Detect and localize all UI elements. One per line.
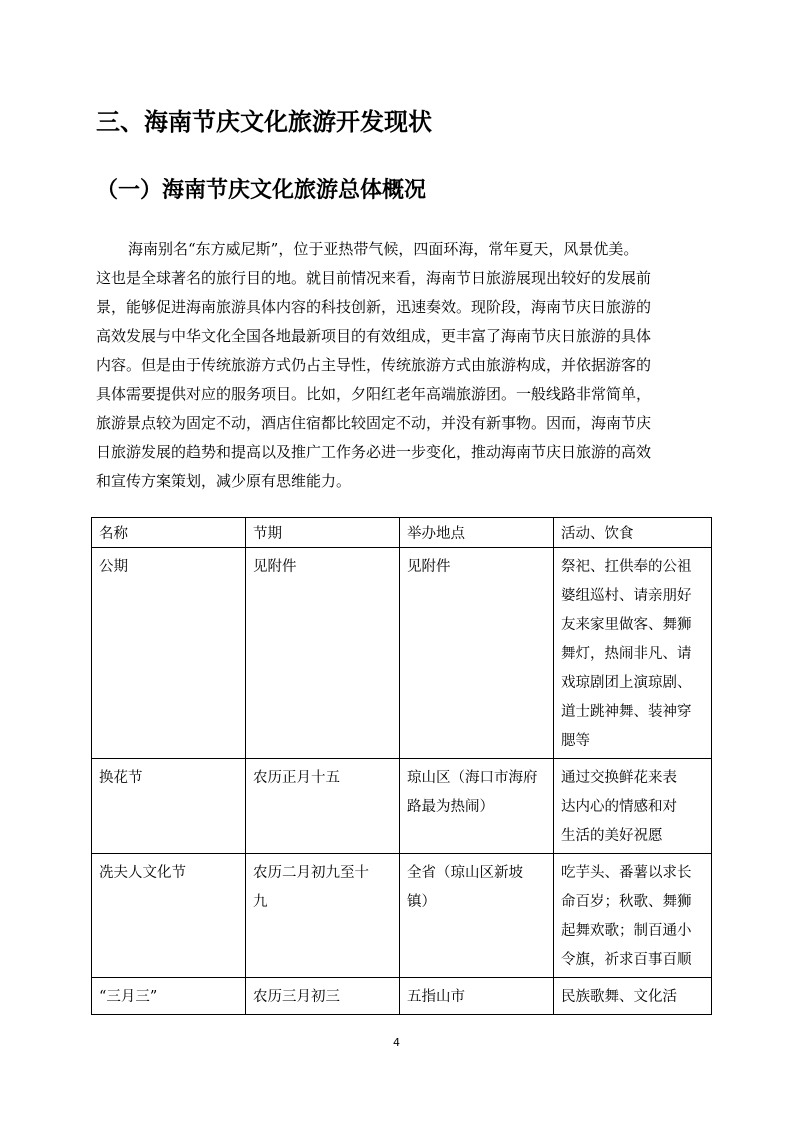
cell-line: 道士跳神舞、装神穿	[561, 704, 692, 720]
cell-line: 农历三月初三	[253, 989, 340, 1005]
cell-line: 祭祀、扛供奉的公祖	[561, 559, 692, 575]
cell-line: 舞灯，热闹非凡、请	[561, 646, 692, 662]
festival-period	[246, 759, 400, 854]
cell-line: 见附件	[407, 559, 451, 575]
cell-line: 通过交换鲜花来表	[561, 770, 677, 786]
paragraph-line: 景，能够促进海南旅游具体内容的科技创新，迅速奏效。现阶段，海南节庆日旅游的	[96, 298, 652, 316]
table-row	[92, 548, 712, 759]
cell-line: 吃芋头、番薯以求长	[561, 865, 692, 881]
cell-line: 婆组巡村、请亲朋好	[561, 588, 692, 604]
header-location: 举办地点	[400, 518, 554, 548]
cell-line: 五指山市	[407, 989, 465, 1005]
paragraph-line: 日旅游发展的趋势和提高以及推广工作务必进一步变化，推动海南节庆日旅游的高效	[96, 443, 652, 461]
cell-line: 腮等	[561, 733, 590, 749]
paragraph-line: 内容。但是由于传统旅游方式仍占主导性，传统旅游方式由旅游构成，并依据游客的	[96, 356, 652, 374]
cell-line: 命百岁；秋歌、舞狮	[561, 894, 692, 910]
paragraph-line: 具体需要提供对应的服务项目。比如，夕阳红老年高端旅游团。一般线路非常简单，	[96, 385, 652, 403]
cell-line: 友来家里做客、舞狮	[561, 617, 692, 633]
festival-name: 换花节	[92, 759, 246, 854]
subsection-heading: （一）海南节庆文化旅游总体概况	[96, 178, 427, 203]
cell-line: 镇）	[407, 894, 436, 910]
header-name: 名称	[92, 518, 246, 548]
table-row	[92, 759, 712, 854]
cell-line: 全省（琼山区新坡	[407, 865, 523, 881]
festival-activities	[554, 548, 712, 759]
festival-name: “三月三”	[92, 978, 246, 1015]
cell-line: 农历正月十五	[253, 770, 340, 786]
festival-table	[91, 517, 712, 1015]
paragraph-line: 和宣传方案策划，减少原有思维能力。	[96, 472, 352, 490]
cell-line: 起舞欢歌；制百通小	[561, 923, 692, 939]
cell-line: 戏琼剧团上演琼剧、	[561, 675, 692, 691]
header-period: 节期	[246, 518, 400, 548]
paragraph-line: 这也是全球著名的旅行目的地。就目前情况来看，海南节日旅游展现出较好的发展前	[96, 269, 652, 287]
cell-line: 琼山区（海口市海府	[407, 770, 538, 786]
festival-location	[400, 759, 554, 854]
festival-activities	[554, 978, 712, 1015]
festival-location	[400, 854, 554, 978]
festival-period	[246, 854, 400, 978]
paragraph-line: 旅游景点较为固定不动，酒店住宿都比较固定不动，并没有新事物。因而，海南节庆	[96, 414, 652, 432]
page-number: 4	[393, 1036, 400, 1049]
cell-line: 令旗，祈求百事百顺	[561, 952, 692, 968]
festival-period	[246, 978, 400, 1015]
cell-line: 达内心的情感和对	[561, 799, 677, 815]
table-header-row	[92, 518, 712, 548]
paragraph-line: 高效发展与中华文化全国各地最新项目的有效组成，更丰富了海南节庆日旅游的具体	[96, 327, 652, 345]
festival-location	[400, 548, 554, 759]
table-row	[92, 854, 712, 978]
cell-line: 见附件	[253, 559, 297, 575]
table-row	[92, 978, 712, 1015]
overview-paragraph	[96, 235, 696, 496]
section-heading: 三、海南节庆文化旅游开发现状	[96, 108, 432, 136]
cell-line: 生活的美好祝愿	[561, 828, 663, 844]
festival-name: 冼夫人文化节	[92, 854, 246, 978]
festival-activities	[554, 759, 712, 854]
cell-line: 路最为热闹）	[407, 799, 494, 815]
paragraph-line: 海南别名“东方威尼斯”，位于亚热带气候，四面环海，常年夏天，风景优美。	[128, 240, 639, 258]
cell-line: 农历二月初九至十	[253, 865, 369, 881]
festival-period	[246, 548, 400, 759]
cell-line: 九	[253, 894, 268, 910]
cell-line: 民族歌舞、文化活	[561, 989, 677, 1005]
festival-location	[400, 978, 554, 1015]
festival-name: 公期	[92, 548, 246, 759]
festival-activities	[554, 854, 712, 978]
header-activities: 活动、饮食	[554, 518, 712, 548]
